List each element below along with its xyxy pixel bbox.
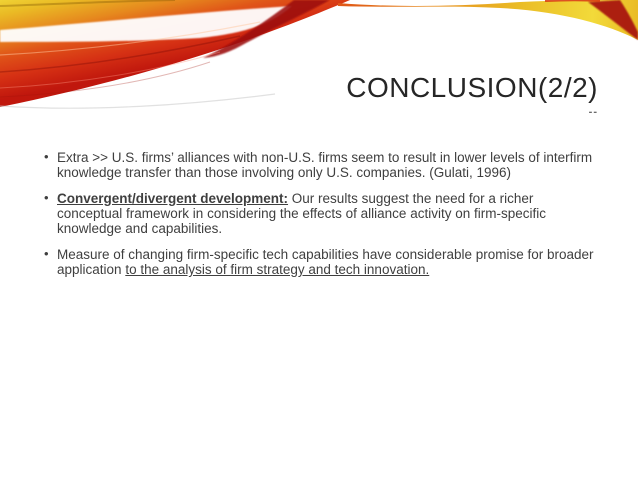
slide-subtitle: --	[588, 106, 598, 118]
bullet-list	[44, 150, 598, 277]
bullet-item	[44, 247, 598, 277]
bullet-text-segment: to the analysis of firm strategy and tech innovation.	[125, 262, 430, 277]
bullet-item	[44, 150, 598, 180]
wave-right-top-line	[545, 0, 600, 1]
bullet-text-segment: Extra >> U.S. firms’ alliances with non-U.S. firms seem to result in lower levels of interfirm knowledge transfer than those involving only U.S. companies. (Gulati, 1996)	[57, 150, 593, 180]
bullet-text-segment: Our results suggest the need for a richer conceptual framework in considering the effects of alliance activity on firm-specific knowledge and capabilities.	[57, 191, 546, 236]
bullet-text-segment: Convergent/divergent development:	[57, 191, 289, 206]
title-block	[346, 73, 598, 118]
bullet-glyph: •	[44, 149, 49, 164]
slide-body	[44, 150, 598, 288]
bullet-item	[44, 191, 598, 236]
bullet-text-segment: Measure of changing firm-specific tech capabilities have considerable promise for broader application	[57, 247, 594, 277]
bullet-glyph: •	[44, 246, 49, 261]
wave-right-shape	[338, 0, 638, 40]
bullet-glyph: •	[44, 190, 49, 205]
slide-title: CONCLUSION(2/2)	[346, 72, 598, 103]
